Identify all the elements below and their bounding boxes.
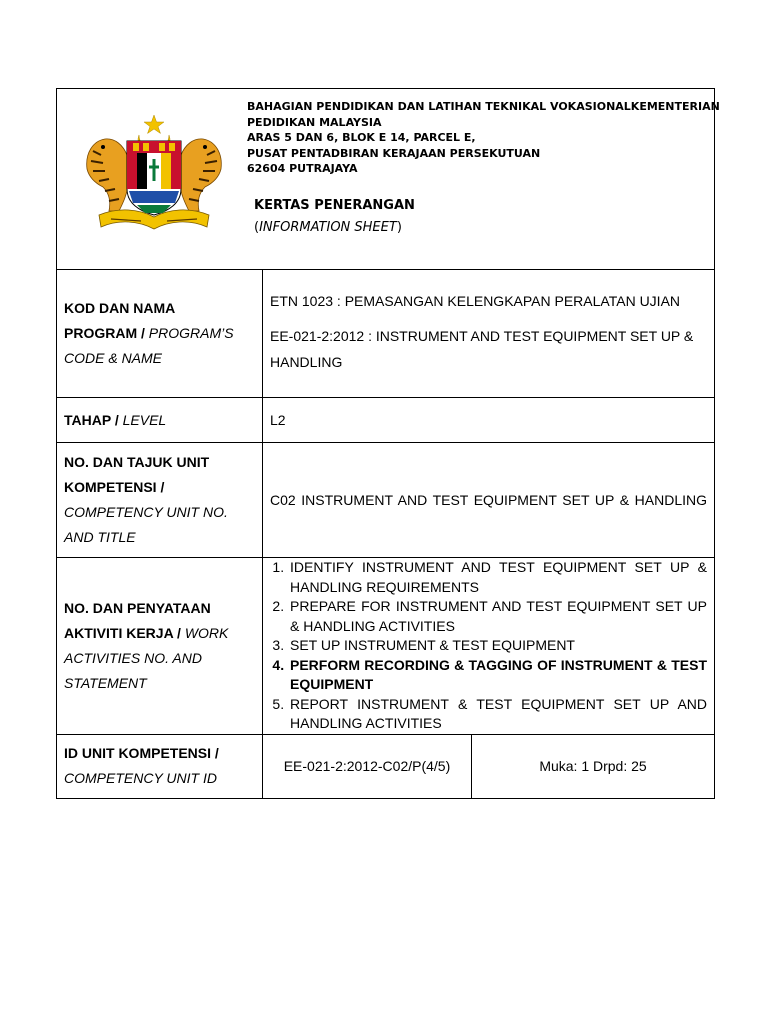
unit-id-value: EE-021-2:2012-C02/P(4/5): [263, 734, 472, 798]
org-line: ARAS 5 DAN 6, BLOK E 14, PARCEL E,: [247, 131, 476, 144]
activities-list: [270, 558, 707, 734]
program-value: [263, 270, 715, 398]
program-label-italic1: PROGRAM’S: [144, 325, 234, 341]
activities-label-italic1: WORK: [180, 624, 229, 641]
program-code-name-english: EE-021-2:2012 : INSTRUMENT AND TEST EQUIPMENT SET UP & HANDLING: [270, 327, 694, 370]
unit-row: [57, 443, 715, 558]
program-label-line1: KOD DAN NAMA: [64, 300, 176, 316]
unit-value: C02 INSTRUMENT AND TEST EQUIPMENT SET UP & HANDLING: [263, 443, 715, 558]
level-row: [57, 398, 715, 443]
list-item: 1. IDENTIFY INSTRUMENT AND TEST EQUIPMENT SET UP & HANDLING REQUIREMENTS: [288, 558, 707, 597]
header-row: [57, 89, 715, 270]
unit-label-italic2: AND TITLE: [64, 529, 136, 545]
activities-row: [57, 558, 715, 735]
paren-open: (: [254, 220, 260, 235]
unit-id-row: [57, 734, 715, 798]
program-label-italic2: CODE & NAME: [64, 350, 163, 366]
page-info: Muka: 1 Drpd: 25: [472, 734, 715, 798]
list-item: 5. REPORT INSTRUMENT & TEST EQUIPMENT SET UP AND HANDLING ACTIVITIES: [288, 695, 707, 734]
header-cell: [57, 89, 720, 270]
program-label: [57, 270, 263, 398]
unit-label-line1: NO. DAN TAJUK UNIT: [64, 454, 210, 470]
activities-label: [57, 558, 263, 735]
unit-id-label-bold: ID UNIT KOMPETENSI /: [64, 745, 219, 761]
unit-label-italic1: COMPETENCY UNIT NO.: [64, 504, 228, 520]
unit-id-label-italic: COMPETENCY UNIT ID: [64, 770, 217, 786]
activities-label-italic2: ACTIVITIES NO. AND: [64, 649, 202, 666]
activities-label-line1: NO. DAN PENYATAAN: [64, 599, 211, 616]
level-label-italic: LEVEL: [118, 411, 167, 428]
org-line: PUSAT PENTADBIRAN KERAJAAN PERSEKUTUAN: [247, 146, 541, 160]
title-malay: KERTAS PENERANGAN: [254, 198, 415, 213]
list-item: 2. PREPARE FOR INSTRUMENT AND TEST EQUIPMENT SET UP & HANDLING ACTIVITIES: [288, 597, 707, 636]
program-row: [57, 270, 715, 398]
organization-address: [247, 99, 720, 177]
program-code-name: ETN 1023 : PEMASANGAN KELENGKAPAN PERALATAN UJIAN: [270, 292, 681, 309]
program-label-line2: PROGRAM /: [64, 325, 145, 341]
org-line: 62604 PUTRAJAYA: [247, 162, 358, 175]
level-value: L2: [263, 398, 715, 443]
activities-value: [263, 558, 715, 735]
malaysia-coat-of-arms-icon: [79, 111, 229, 233]
unit-id-label: [57, 734, 263, 798]
title-english-text: INFORMATION SHEET: [259, 220, 397, 235]
document-title: [254, 195, 415, 239]
level-label: [57, 398, 263, 443]
activities-label-italic3: STATEMENT: [64, 674, 147, 691]
paren-close: ): [396, 220, 402, 235]
org-line: BAHAGIAN PENDIDIKAN DAN LATIHAN TEKNIKAL VOKASIONALKEMENTERIAN: [247, 100, 720, 113]
information-sheet-table: [56, 88, 720, 799]
title-english: [254, 217, 415, 239]
level-label-bold: TAHAP /: [64, 411, 119, 428]
list-item: 3. SET UP INSTRUMENT & TEST EQUIPMENT: [288, 636, 707, 656]
unit-label-line2: KOMPETENSI /: [64, 479, 165, 495]
org-line: PEDIDIKAN MALAYSIA: [247, 115, 382, 129]
activities-label-line2: AKTIVITI KERJA /: [64, 624, 181, 641]
list-item-current: 4. PERFORM RECORDING & TAGGING OF INSTRUMENT & TEST EQUIPMENT: [288, 656, 707, 695]
unit-label: [57, 443, 263, 558]
